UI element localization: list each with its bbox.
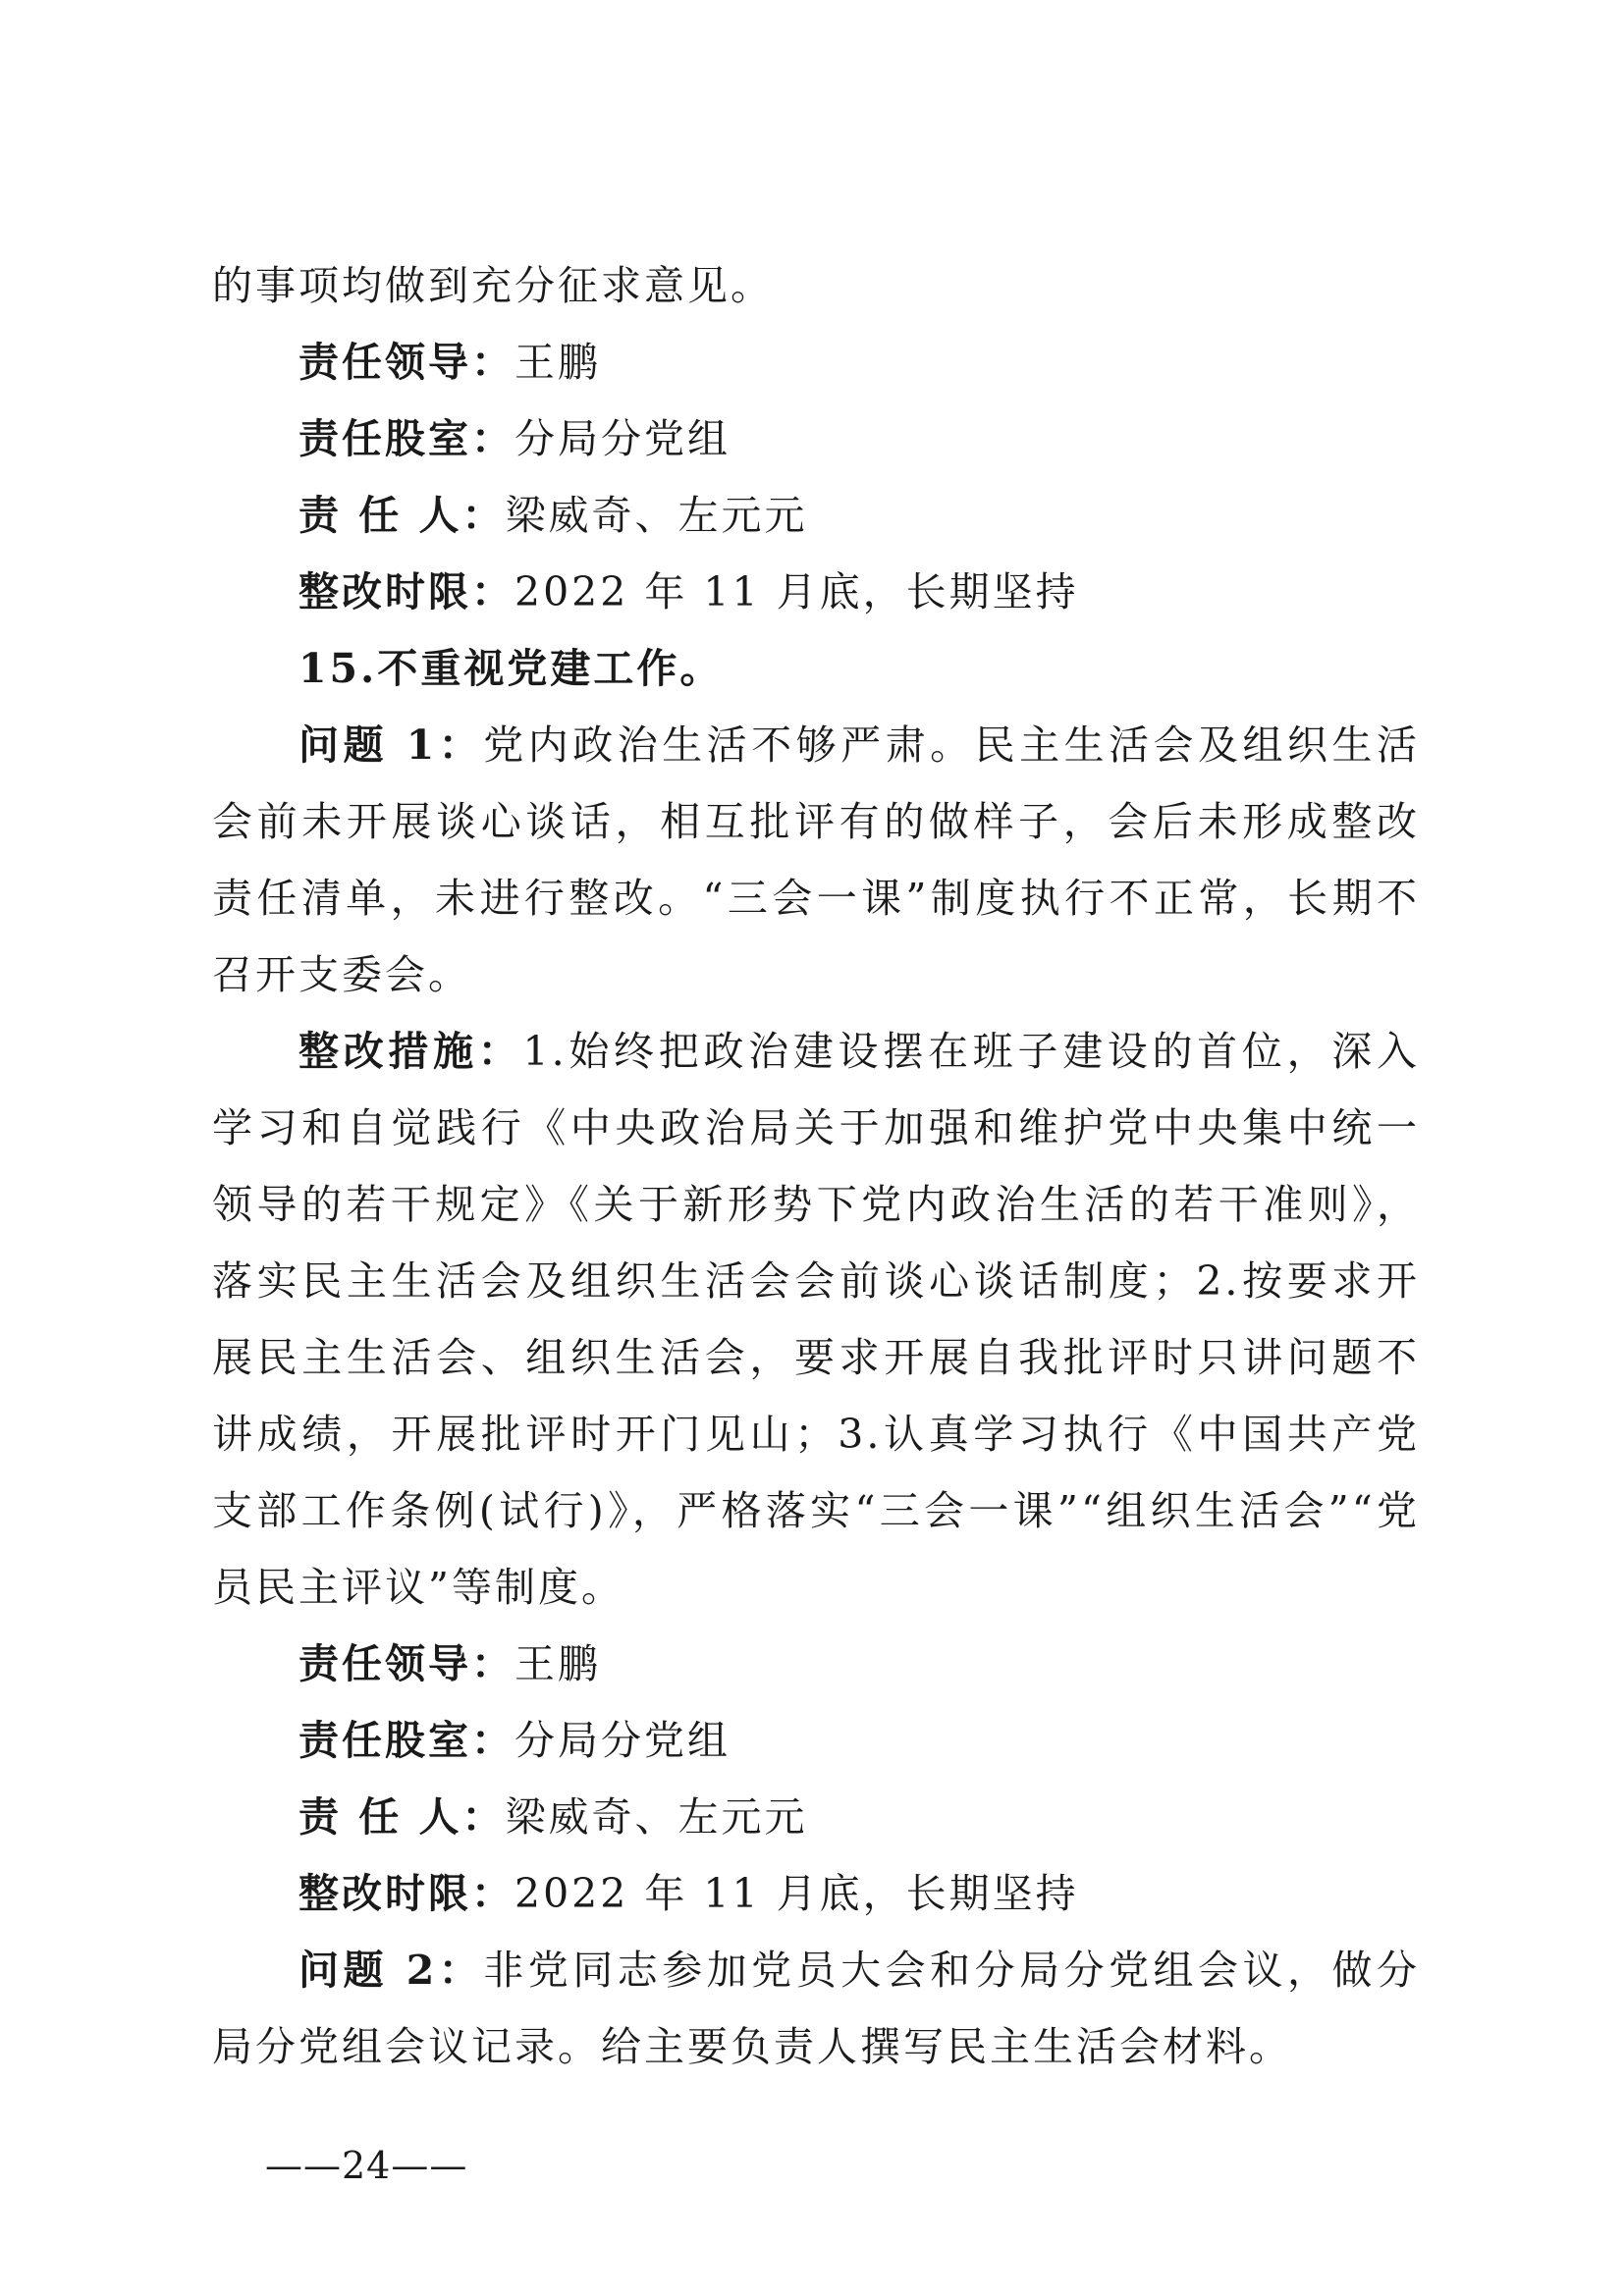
responsible-person-value: 梁威奇、左元元 <box>505 1793 808 1841</box>
problem-2-text: 非党同志参加党员大会和分局分党组会议，做分局分党组会议记录。给主要负责人撰写民主生活会材料。 <box>212 1947 1420 2070</box>
deadline-label: 整改时限： <box>298 1870 514 1917</box>
deadline-value: 2022 年 11 月底，长期坚持 <box>514 568 1079 615</box>
deadline-row-2 <box>212 1855 1420 1932</box>
section-title-text: 15.不重视党建工作。 <box>298 645 724 692</box>
problem-1-text: 党内政治生活不够严肃。民主生活会及组织生活会前未开展谈心谈话，相互批评有的做样子，会后未形成整改责任清单，未进行整改。“三会一课”制度执行不正常，长期不召开支委会。 <box>212 721 1420 998</box>
continued-text: 的事项均做到充分征求意见。 <box>212 262 774 309</box>
responsible-dept-value: 分局分党组 <box>514 415 731 462</box>
responsible-dept-value: 分局分党组 <box>514 1717 731 1764</box>
responsible-leader-value: 王鹏 <box>514 339 601 386</box>
deadline-row-1 <box>212 554 1420 630</box>
problem-2-label: 问题 2： <box>298 1947 484 1994</box>
deadline-value: 2022 年 11 月底，长期坚持 <box>514 1870 1079 1917</box>
responsible-person-label: 责 任 人： <box>298 1793 506 1841</box>
responsible-leader-row-1 <box>212 324 1420 400</box>
page-number: ——24—— <box>265 2144 468 2187</box>
responsible-person-label: 责 任 人： <box>298 492 506 539</box>
problem-1-paragraph <box>212 707 1420 1013</box>
problem-2-paragraph <box>212 1932 1420 2085</box>
responsible-person-row-2 <box>212 1779 1420 1855</box>
continued-paragraph <box>212 247 1420 324</box>
measures-text: 1.始终把政治建设摆在班子建设的首位，深入学习和自觉践行《中央政治局关于加强和维护党中央集中统一领导的若干规定》《关于新形势下党内政治生活的若干准则》，落实民主生活会及组织生活会会前谈心谈话制度；2.按要求开展民主生活会、组织生活会，要求开展自我批评时只讲问题不讲成绩，开展批评时开门见山；3.认真学习执行《中国共产党支部工作条例(试行)》，严格落实“三会一课”“组织生活会”“党员民主评议”等制度。 <box>212 1028 1420 1611</box>
responsible-leader-label: 责任领导： <box>298 339 514 386</box>
responsible-leader-label: 责任领导： <box>298 1640 514 1687</box>
responsible-person-value: 梁威奇、左元元 <box>505 492 808 539</box>
measures-paragraph <box>212 1013 1420 1626</box>
responsible-leader-value: 王鹏 <box>514 1640 601 1687</box>
responsible-person-row-1 <box>212 477 1420 554</box>
measures-label: 整改措施： <box>298 1028 523 1075</box>
responsible-leader-row-2 <box>212 1626 1420 1702</box>
problem-1-label: 问题 1： <box>298 721 484 769</box>
responsible-dept-label: 责任股室： <box>298 415 514 462</box>
deadline-label: 整改时限： <box>298 568 514 615</box>
section-title <box>212 630 1420 707</box>
responsible-dept-row-1 <box>212 400 1420 477</box>
responsible-dept-row-2 <box>212 1702 1420 1779</box>
responsible-dept-label: 责任股室： <box>298 1717 514 1764</box>
